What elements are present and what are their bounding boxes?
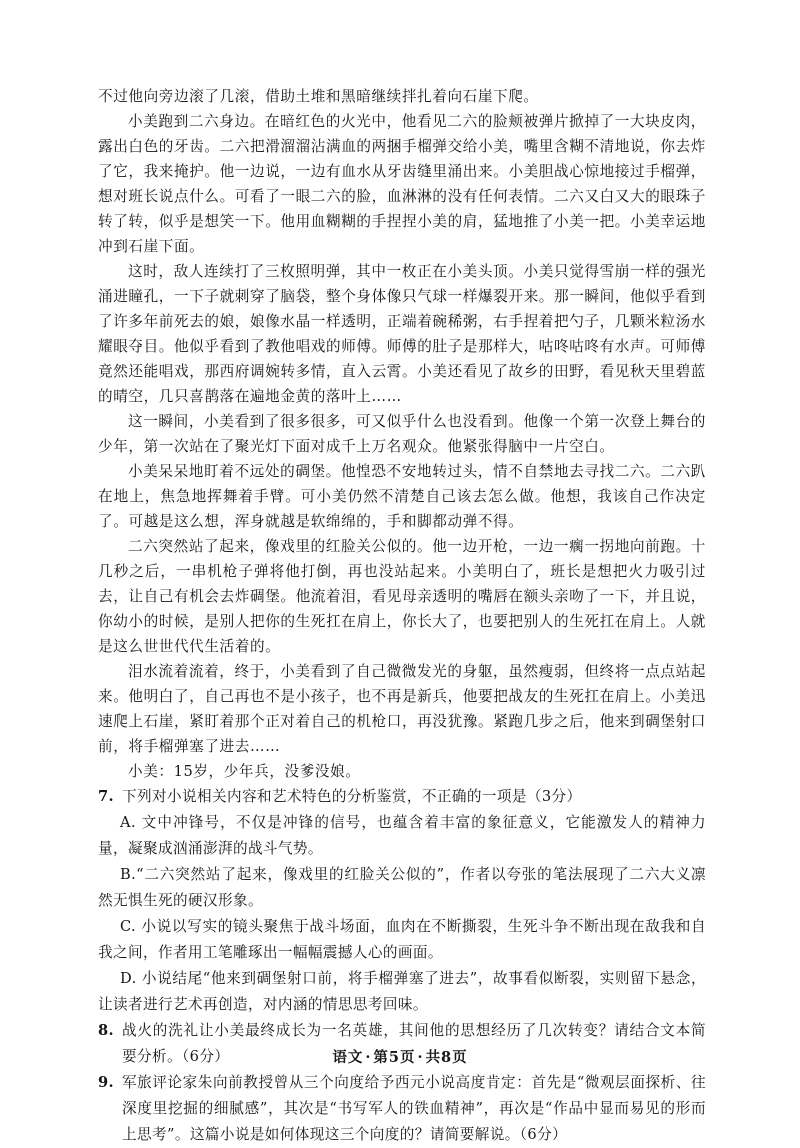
option-d: D. 小说结尾“他来到碉堡射口前，将手榴弹塞了进去”，故事看似断裂，实则留下悬念，让读者进行艺术再创造，对内涵的情思思考回味。 [98, 970, 706, 1013]
question-number: 7. [98, 788, 115, 805]
story-paragraph: 这时，敌人连续打了三枚照明弹，其中一枚正在小美头顶。小美只觉得雪崩一样的强光涌进瞳孔，一下子就刺穿了脑袋，整个身体像只气球一样爆裂开来。那一瞬间，他似乎看到了许多年前死去的娘，娘像水晶一样透明，正端着碗稀粥，右手捏着把勺子，几颗米粒汤水耀眼夺目。他似乎看到了教他唱戏的师傅。师傅的肚子是那样大，咕咚咕咚有水声。可师傅竟然还能唱戏，那西府调婉转多情，直入云霄。小美还看见了故乡的田野，看见秋天里碧蓝的晴空，几只喜鹊落在遍地金黄的落叶上…… [98, 263, 706, 405]
footer-subject: 语文 [332, 1049, 364, 1066]
footer-separator: · [365, 1049, 372, 1066]
option-c: C. 小说以写实的镜头聚焦于战斗场面，血肉在不断撕裂，生死斗争不断出现在敌我和自我之间，作者用工笔雕琢出一幅幅震撼人心的画面。 [98, 918, 706, 961]
story-text [98, 84, 706, 784]
question-stem: 下列对小说相关内容和艺术特色的分析鉴赏，不正确的一项是（3分） [122, 788, 582, 805]
question-text: 军旅评论家朱向前教授曾从三个向度给予西元小说高度肯定：首先是“微观层面探析、往深度里挖掘的细腻感”，其次是“书写军人的铁血精神”，再次是“作品中显而易见的形而上思考”。这篇小说是如何体现这三个向度的？请简要解说。（6分） [122, 1074, 706, 1143]
option-b: B.“二六突然站了起来，像戏里的红脸关公似的”，作者以夸张的笔法展现了二六大义凛然无惧生死的硬汉形象。 [98, 866, 706, 909]
page-footer [0, 1046, 800, 1067]
question-text: 战火的洗礼让小美最终成长为一名英雄，其间他的思想经历了几次转变？请结合文本简要分析。（6分） [122, 1022, 706, 1065]
question-7 [98, 784, 706, 1018]
author-note: 小美：15岁，少年兵，没爹没娘。 [128, 763, 361, 780]
question-number: 8. [98, 1022, 115, 1039]
story-paragraph: 小美呆呆地盯着不远处的碉堡。他惶恐不安地转过头，情不自禁地去寻找二六。二六趴在地上，焦急地挥舞着手臂。可小美仍然不清楚自己该去怎么做。他想，我该自己作决定了。可越是这么想，浑身就越是软绵绵的，手和脚都动弹不得。 [98, 463, 706, 530]
story-paragraph: 小美跑到二六身边。在暗红色的火光中，他看见二六的脸颊被弹片掀掉了一大块皮肉，露出白色的牙齿。二六把滑溜溜沾满血的两捆手榴弹交给小美，嘴里含糊不清地说，你去炸了它，我来掩护。他一边说，一边有血水从牙齿缝里涌出来。小美胆战心惊地接过手榴弹，想对班长说点什么。可看了一眼二六的脸，血淋淋的没有任何表情。二六又白又大的眼珠子转了转，似乎是想笑一下。他用血糊糊的手捏捏小美的肩，猛地推了小美一把。小美幸运地冲到石崖下面。 [98, 113, 706, 255]
story-paragraph: 泪水流着流着，终于，小美看到了自己微微发光的身躯，虽然瘦弱，但终将一点点站起来。他明白了，自己再也不是小孩子，也不再是新兵，他要把战友的生死扛在肩上。小美迅速爬上石崖，紧盯着那个正对着自己的机枪口，再没犹豫。紧跑几步之后，他来到碉堡射口前，将手榴弹塞了进去…… [98, 663, 706, 755]
question-number: 9. [98, 1074, 115, 1091]
story-paragraph: 这一瞬间，小美看到了很多很多，可又似乎什么也没看到。他像一个第一次登上舞台的少年，第一次站在了聚光灯下面对成千上万名观众。他紧张得脑中一片空白。 [98, 413, 706, 455]
footer-total-pages: 共8页 [425, 1049, 468, 1066]
story-paragraph: 二六突然站了起来，像戏里的红脸关公似的。他一边开枪，一边一瘸一拐地向前跑。十几秒之后，一串机枪子弹将他打倒，再也没站起来。小美明白了，班长是想把火力吸引过去，让自己有机会去炸碉堡。他流着泪，看见母亲透明的嘴唇在额头亲吻了一下，并且说，你幼小的时候，是别人把你的生死扛在肩上，你长大了，也要把别人的生死扛在肩上。人就是这么世世代代生活着的。 [98, 538, 706, 655]
option-a: A. 文中冲锋号，不仅是冲锋的信号，也蕴含着丰富的象征意义，它能激发人的精神力量，凝聚成汹涌澎湃的战斗气势。 [98, 814, 706, 857]
question-9 [98, 1070, 706, 1148]
footer-separator: · [417, 1049, 424, 1066]
footer-page-number: 第5页 [373, 1049, 416, 1066]
story-paragraph: 不过他向旁边滚了几滚，借助土堆和黑暗继续拌扎着向石崖下爬。 [98, 88, 539, 105]
